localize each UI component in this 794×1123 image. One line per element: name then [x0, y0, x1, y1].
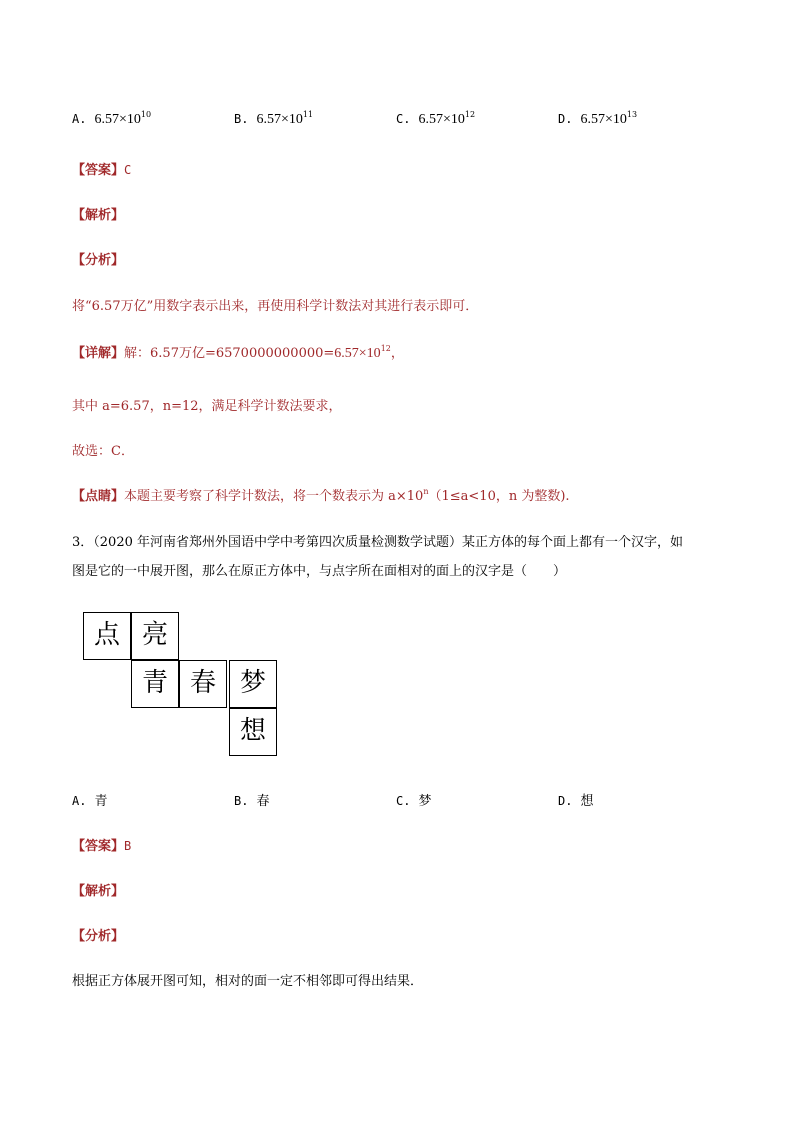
option-base: 6.57×10 — [418, 112, 465, 127]
option-base: 6.57×10 — [580, 112, 627, 127]
q3-stem-line1: 3．（2020 年河南省郑州外国语中学中考第四次质量检测数学试题）某正方体的每个面上都有一个汉字，如 — [72, 535, 683, 550]
option-label: D. — [558, 794, 573, 808]
option-text: 春 — [256, 794, 270, 809]
fenxi-line — [72, 249, 124, 268]
detail-tag: 【详解】 — [72, 346, 125, 361]
comment-text: 本题主要考察了科学计数法，将一个数表示为 a×10 — [124, 489, 424, 504]
detail-exponent: 12 — [380, 344, 391, 353]
answer-value: B — [124, 839, 132, 853]
answer-line — [72, 159, 131, 178]
net-cell-liang: 亮 — [131, 612, 179, 660]
option-label: B. — [234, 794, 249, 808]
option-base: 6.57×10 — [256, 112, 303, 127]
q3-analysis-line — [72, 880, 124, 899]
comment-exponent: n — [423, 487, 429, 496]
option-label: C. — [396, 794, 411, 808]
answer-tag: 【答案】 — [72, 839, 125, 854]
q3-option-d — [558, 790, 593, 809]
option-base: 6.57×10 — [94, 112, 141, 127]
option-exponent: 11 — [302, 110, 314, 119]
option-exponent: 12 — [464, 110, 476, 119]
comment-tail: （1≤a<10，n 为整数). — [428, 489, 570, 504]
net-cell-meng: 梦 — [229, 660, 277, 708]
option-d — [558, 110, 637, 128]
q3-option-c — [396, 790, 431, 809]
detail-base: 6.57×10 — [334, 346, 381, 361]
answer-value: C — [124, 163, 132, 177]
option-label: D. — [558, 112, 573, 126]
fenxi-tag: 【分析】 — [72, 929, 125, 944]
detail-prefix: 解：6.57万亿=6570000000000= — [124, 346, 335, 361]
option-label: B. — [234, 112, 249, 126]
comment-tag: 【点睛】 — [72, 489, 125, 504]
net-cell-qing: 青 — [131, 660, 179, 708]
comment-line — [72, 485, 570, 504]
fenxi-tag: 【分析】 — [72, 253, 125, 268]
net-cell-chun: 春 — [179, 660, 227, 708]
q3-stem-line2: 图是它的一中展开图，那么在原正方体中，与点字所在面相对的面上的汉字是（ ） — [72, 564, 567, 579]
analysis-tag: 【解析】 — [72, 208, 125, 223]
option-b — [234, 110, 313, 128]
option-c — [396, 110, 475, 128]
detail-line — [72, 342, 404, 362]
q3-option-a — [72, 790, 107, 809]
fenxi-text: 将“6.57万亿”用数字表示出来，再使用科学计数法对其进行表示即可． — [72, 299, 479, 314]
option-exponent: 13 — [626, 110, 638, 119]
answer-tag: 【答案】 — [72, 163, 125, 178]
option-label: A. — [72, 112, 87, 126]
option-label: A. — [72, 794, 87, 808]
net-cell-xiang: 想 — [229, 708, 277, 756]
detail-suffix: ， — [390, 346, 404, 361]
choice-line: 故选：C． — [72, 444, 134, 459]
analysis-line — [72, 204, 124, 223]
option-label: C. — [396, 112, 411, 126]
q3-answer-line — [72, 835, 131, 854]
option-text: 想 — [580, 794, 594, 809]
q3-option-b — [234, 790, 269, 809]
analysis-tag: 【解析】 — [72, 884, 125, 899]
net-cell-dian: 点 — [83, 612, 131, 660]
option-a — [72, 110, 151, 128]
detail-a-line: 其中 a=6.57，n=12，满足科学计数法要求， — [72, 399, 342, 414]
q3-fenxi-text: 根据正方体展开图可知，相对的面一定不相邻即可得出结果． — [72, 974, 424, 989]
q3-fenxi-line — [72, 925, 124, 944]
option-text: 青 — [94, 794, 108, 809]
option-text: 梦 — [418, 794, 432, 809]
option-exponent: 10 — [140, 110, 152, 119]
